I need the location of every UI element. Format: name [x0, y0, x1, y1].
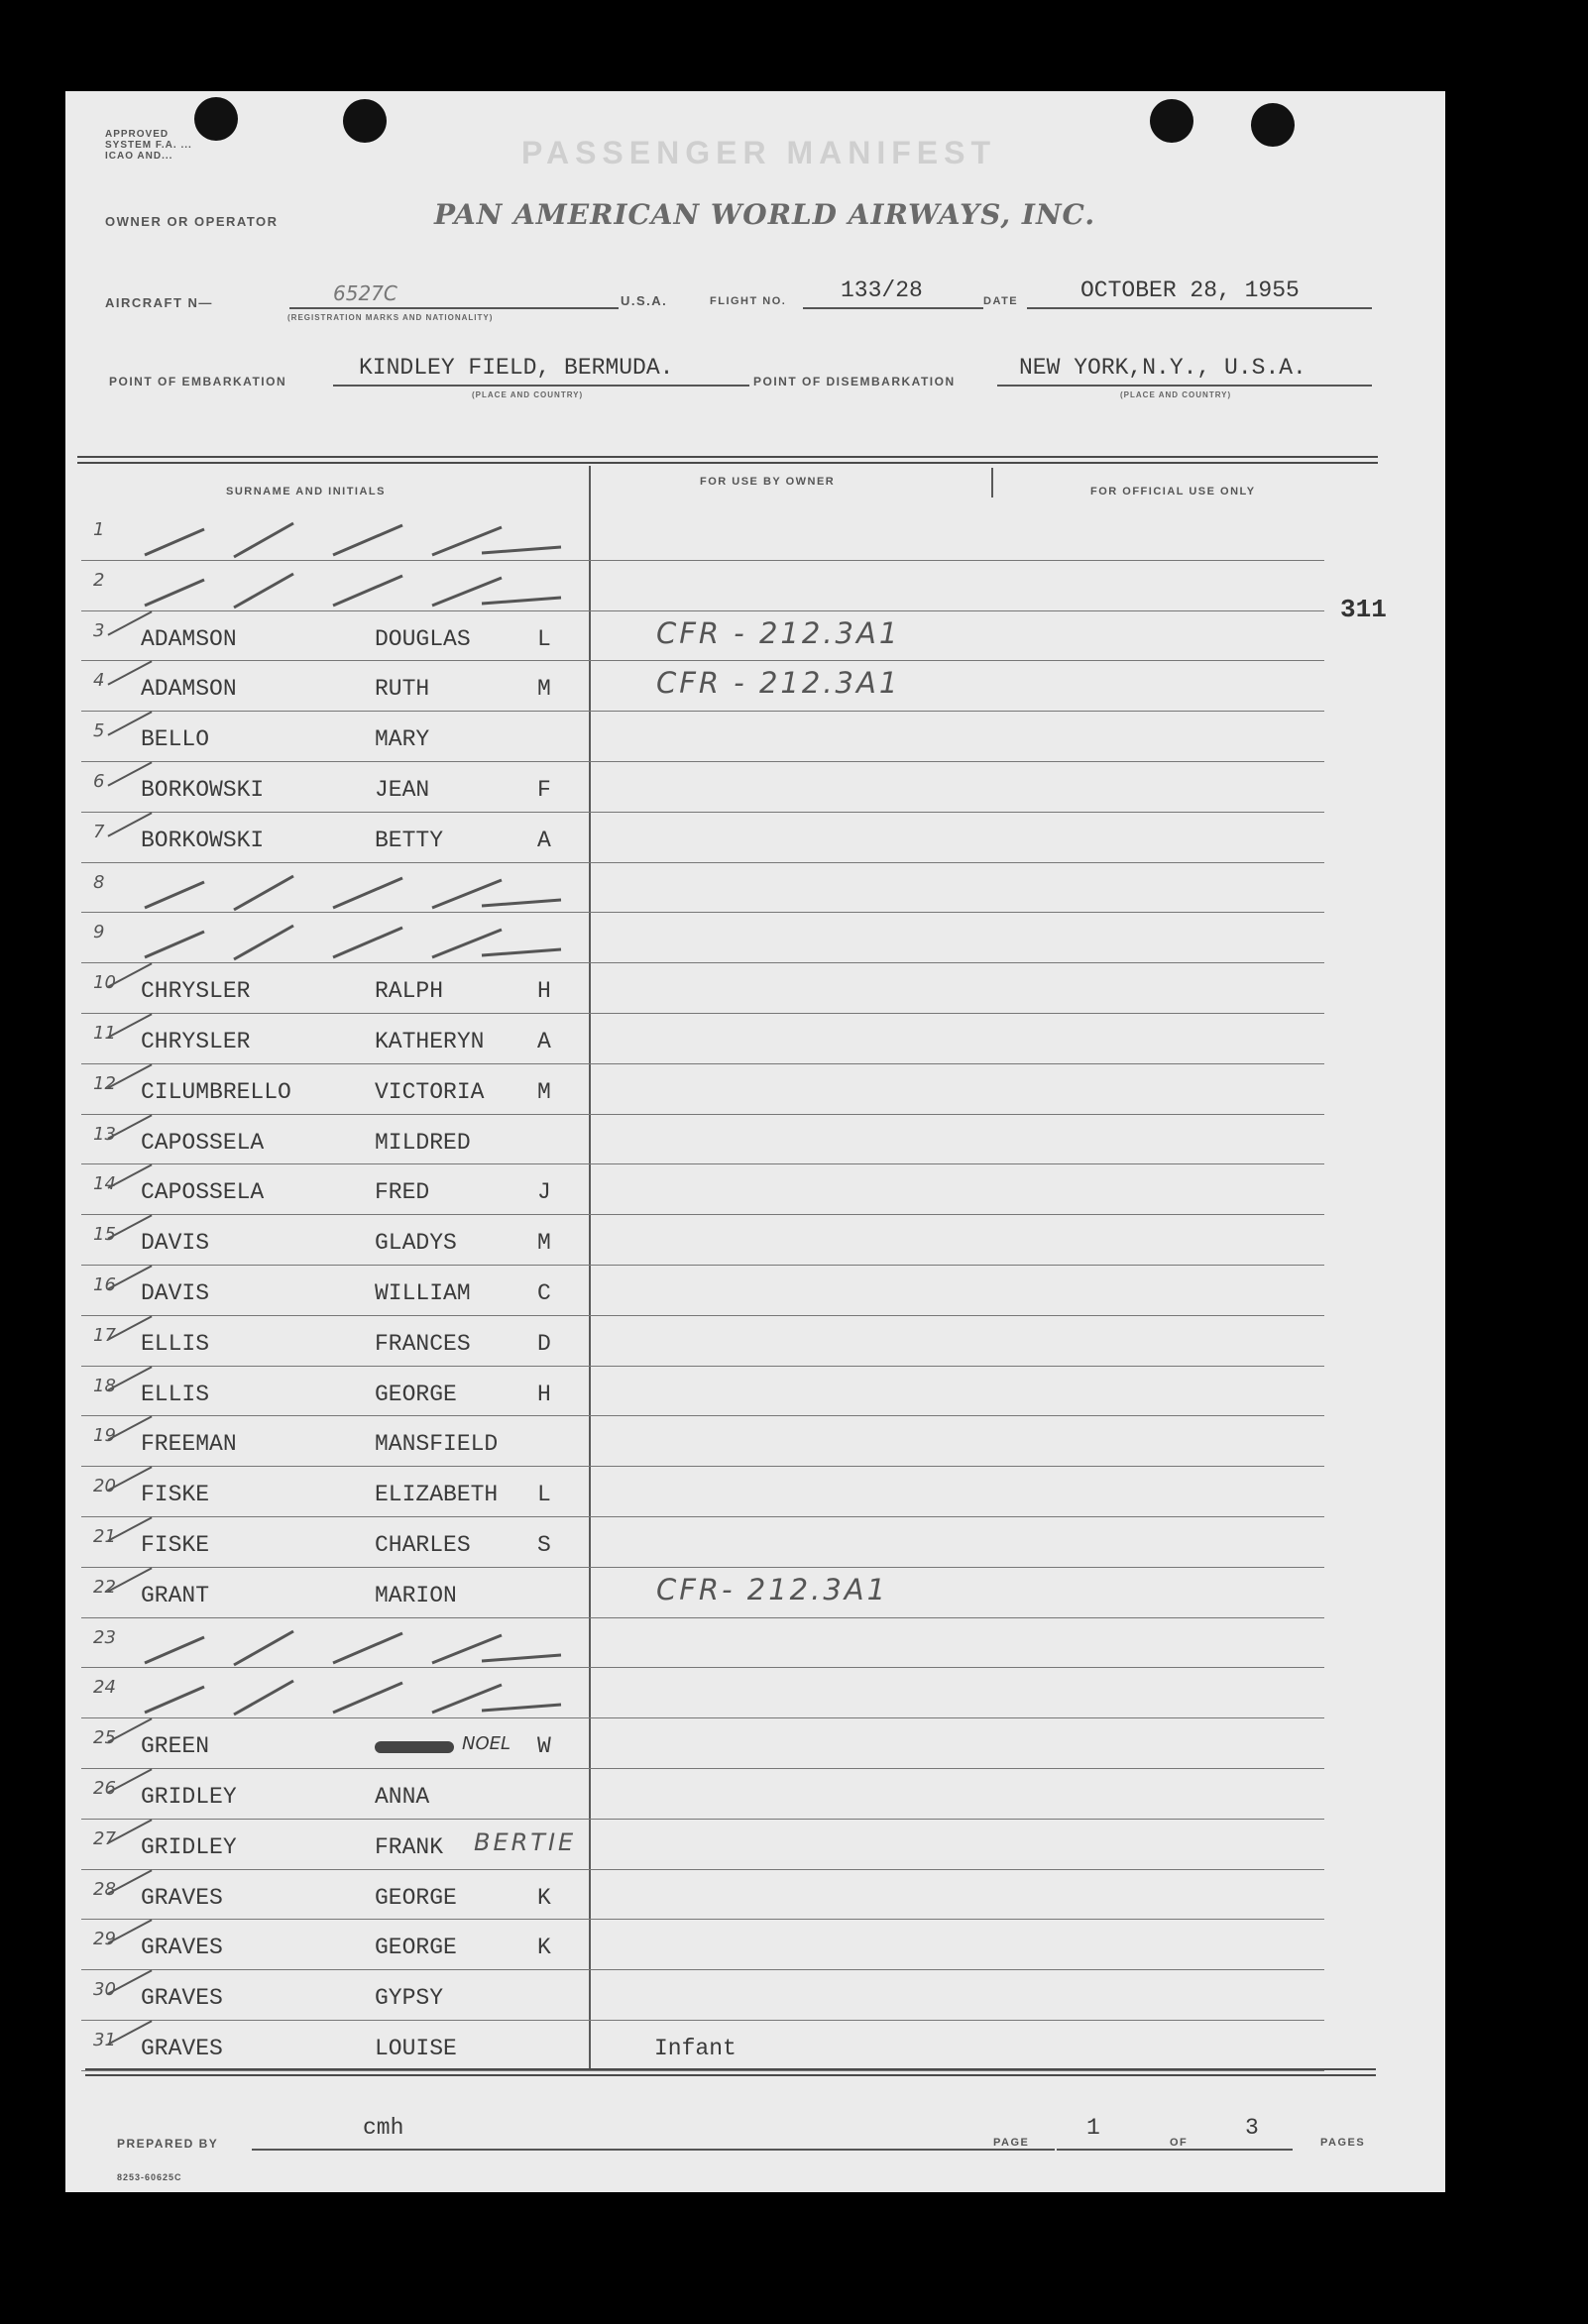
- embark-label: POINT OF EMBARKATION: [109, 375, 287, 388]
- column-header-surname: SURNAME AND INITIALS: [226, 486, 386, 498]
- approval-line: APPROVED: [105, 129, 170, 140]
- table-row: [65, 964, 1445, 1015]
- row-rule: [595, 1114, 1053, 1115]
- row-rule: [595, 1516, 1053, 1517]
- row-rule: [595, 1315, 1053, 1316]
- strike-line: [482, 949, 561, 955]
- disembark-underline: [997, 385, 1372, 387]
- row-number: 9: [93, 922, 105, 943]
- initial: H: [537, 1381, 551, 1407]
- surname: DAVIS: [141, 1280, 210, 1306]
- given-name: RUTH: [375, 676, 430, 703]
- table-row-crossed-out: [65, 1669, 1445, 1719]
- row-rule: [997, 761, 1324, 762]
- given-name: NOEL: [462, 1733, 511, 1755]
- row-rule: [81, 1969, 595, 1970]
- row-rule: [997, 962, 1324, 963]
- row-number: 21: [93, 1526, 116, 1547]
- table-row: [65, 1015, 1445, 1065]
- strike-line: [145, 529, 204, 555]
- row-rule: [81, 1567, 595, 1568]
- row-number: 12: [93, 1072, 116, 1094]
- row-rule: [595, 1717, 1053, 1718]
- table-row: [65, 1518, 1445, 1569]
- row-rule: [595, 1163, 1053, 1164]
- column-divider: [991, 468, 993, 498]
- row-rule: [81, 1516, 595, 1517]
- row-rule: [595, 1013, 1053, 1014]
- table-row: [65, 2022, 1445, 2072]
- given-name: FRANCES: [375, 1330, 471, 1357]
- row-rule: [595, 962, 1053, 963]
- row-rule: [997, 660, 1324, 661]
- given-name: LOUISE: [375, 2036, 457, 2061]
- row-rule: [997, 1366, 1324, 1367]
- given-name: ELIZABETH: [375, 1482, 499, 1508]
- row-rule: [997, 1214, 1324, 1215]
- row-number: 16: [93, 1274, 116, 1295]
- row-rule: [81, 761, 595, 762]
- strike-marks: [125, 864, 640, 915]
- disembark-value: NEW YORK,N.Y., U.S.A.: [1019, 355, 1306, 381]
- owner-label: OWNER OR OPERATOR: [105, 214, 279, 229]
- aircraft-value: 6527C: [333, 281, 397, 305]
- table-row: [65, 763, 1445, 814]
- strike-line: [234, 574, 293, 608]
- row-rule: [81, 1869, 595, 1870]
- embark-caption: (PLACE AND COUNTRY): [472, 390, 584, 399]
- row-rule: [595, 812, 1053, 813]
- surname: BELLO: [141, 726, 210, 753]
- initial: L: [537, 1482, 551, 1508]
- row-number: 2: [93, 569, 105, 591]
- row-rule: [595, 1466, 1053, 1467]
- column-header-official: FOR OFFICIAL USE ONLY: [1090, 486, 1256, 498]
- table-row: [65, 1719, 1445, 1770]
- row-rule: [81, 1013, 595, 1014]
- given-name: RALPH: [375, 978, 444, 1005]
- strike-line: [145, 1637, 204, 1663]
- row-rule: [81, 862, 595, 863]
- row-number: 5: [93, 720, 105, 742]
- initial: A: [537, 1029, 551, 1054]
- row-rule: [997, 1567, 1324, 1568]
- punch-hole: [1150, 99, 1193, 143]
- page-label: PAGE: [993, 2137, 1030, 2149]
- strike-line: [333, 576, 402, 606]
- row-number: 30: [93, 1979, 116, 2001]
- row-rule: [997, 1617, 1324, 1618]
- form-title: PASSENGER MANIFEST: [521, 135, 996, 170]
- row-rule: [595, 761, 1053, 762]
- table-row: [65, 1569, 1445, 1619]
- margin-number: 311: [1340, 595, 1387, 624]
- strike-line: [234, 876, 293, 910]
- strike-line: [333, 525, 402, 555]
- given-name: KATHERYN: [375, 1029, 485, 1054]
- row-number: 17: [93, 1324, 116, 1346]
- row-number: 15: [93, 1224, 116, 1246]
- surname: FISKE: [141, 1532, 210, 1558]
- form-number: 8253-60625C: [117, 2172, 182, 2182]
- row-rule: [997, 1063, 1324, 1064]
- table-row-crossed-out: [65, 914, 1445, 964]
- punch-hole: [343, 99, 387, 143]
- row-rule: [997, 2020, 1324, 2021]
- row-number: 8: [93, 871, 105, 893]
- strike-line: [482, 1705, 561, 1711]
- table-bottom-rule: [85, 2068, 1376, 2070]
- of-label: OF: [1170, 2137, 1189, 2149]
- table-row-crossed-out: [65, 562, 1445, 612]
- row-number: 4: [93, 670, 105, 692]
- row-number: 23: [93, 1626, 116, 1648]
- strike-line: [333, 1633, 402, 1663]
- strike-line: [145, 882, 204, 908]
- table-top-rule: [77, 462, 1378, 464]
- row-rule: [81, 1315, 595, 1316]
- given-name: GYPSY: [375, 1985, 444, 2012]
- page-value: 1: [1086, 2115, 1100, 2141]
- given-name: WILLIAM: [375, 1280, 471, 1306]
- row-rule: [997, 1919, 1324, 1920]
- strike-line: [482, 1655, 561, 1661]
- given-name: FRANK: [375, 1833, 444, 1860]
- initial: K: [537, 1935, 551, 1961]
- disembark-caption: (PLACE AND COUNTRY): [1120, 390, 1232, 399]
- initial: S: [537, 1532, 551, 1558]
- strike-line: [333, 878, 402, 908]
- row-number: 3: [93, 619, 105, 641]
- prepared-label: PREPARED BY: [117, 2137, 219, 2151]
- row-rule: [595, 1969, 1053, 1970]
- row-rule: [81, 1466, 595, 1467]
- given-name: GLADYS: [375, 1230, 457, 1257]
- date-label: DATE: [983, 295, 1019, 307]
- row-rule: [595, 1919, 1053, 1920]
- surname: FREEMAN: [141, 1431, 237, 1458]
- table-row-crossed-out: [65, 1619, 1445, 1670]
- row-rule: [81, 1819, 595, 1820]
- prepared-underline: [252, 2149, 1055, 2151]
- owner-value: PAN AMERICAN WORLD AIRWAYS, INC.: [434, 198, 1096, 231]
- row-rule: [595, 1415, 1053, 1416]
- row-number: 19: [93, 1425, 116, 1447]
- given-name: CHARLES: [375, 1532, 471, 1558]
- strike-marks: [125, 914, 640, 964]
- row-rule: [997, 1768, 1324, 1769]
- given-name: MARY: [375, 726, 430, 753]
- surname: ADAMSON: [141, 676, 237, 703]
- surname: CILUMBRELLO: [141, 1078, 291, 1105]
- initial: BERTIE: [474, 1827, 577, 1856]
- surname: ELLIS: [141, 1381, 210, 1407]
- disembark-label: POINT OF DISEMBARKATION: [753, 375, 956, 388]
- flight-label: FLIGHT NO.: [710, 295, 787, 307]
- row-rule: [997, 1114, 1324, 1115]
- surname: GRAVES: [141, 1935, 223, 1961]
- row-rule: [595, 1617, 1053, 1618]
- strike-line: [145, 1687, 204, 1713]
- surname: GRAVES: [141, 1884, 223, 1911]
- surname: GRAVES: [141, 2036, 223, 2061]
- strike-line: [234, 1681, 293, 1715]
- given-name: FRED: [375, 1179, 430, 1206]
- row-number: 25: [93, 1727, 116, 1749]
- table-row: [65, 1770, 1445, 1821]
- row-rule: [997, 1969, 1324, 1970]
- aircraft-label: AIRCRAFT N—: [105, 295, 213, 310]
- surname: FISKE: [141, 1482, 210, 1508]
- given-name: ANNA: [375, 1784, 430, 1810]
- surname: GRIDLEY: [141, 1833, 237, 1860]
- row-rule: [81, 1617, 595, 1618]
- approval-line: SYSTEM F.A. ...: [105, 140, 192, 151]
- strike-marks: [125, 1669, 640, 1719]
- initial: J: [537, 1179, 551, 1206]
- row-rule: [81, 1063, 595, 1064]
- table-row: [65, 1317, 1445, 1368]
- initial: M: [537, 676, 551, 703]
- table-row: [65, 1065, 1445, 1116]
- row-number: 31: [93, 2030, 116, 2050]
- strike-line: [333, 928, 402, 957]
- owner-note: CFR - 212.3A1: [656, 615, 901, 650]
- aircraft-caption: (REGISTRATION MARKS AND NATIONALITY): [287, 313, 494, 322]
- embark-value: KINDLEY FIELD, BERMUDA.: [359, 355, 674, 381]
- row-rule: [997, 812, 1324, 813]
- table-top-rule: [77, 456, 1378, 458]
- pages-label: PAGES: [1320, 2137, 1366, 2149]
- approval-line: ICAO AND...: [105, 151, 173, 162]
- row-rule: [81, 1919, 595, 1920]
- given-name: VICTORIA: [375, 1078, 485, 1105]
- surname: CAPOSSELA: [141, 1129, 265, 1156]
- date-underline: [1027, 307, 1372, 309]
- embark-underline: [333, 385, 749, 387]
- approval-block: [105, 129, 192, 162]
- given-name: GEORGE: [375, 1935, 457, 1961]
- strike-line: [234, 523, 293, 557]
- table-row: [65, 1216, 1445, 1267]
- initial: A: [537, 827, 551, 853]
- surname: CHRYSLER: [141, 1029, 251, 1054]
- strike-marks: [125, 1619, 640, 1670]
- column-header-owner: FOR USE BY OWNER: [700, 476, 836, 488]
- table-row: [65, 1468, 1445, 1518]
- row-rule: [595, 1063, 1053, 1064]
- surname: BORKOWSKI: [141, 777, 265, 803]
- row-rule: [81, 1366, 595, 1367]
- table-bottom-rule: [85, 2074, 1376, 2076]
- surname: CAPOSSELA: [141, 1179, 265, 1206]
- date-value: OCTOBER 28, 1955: [1080, 277, 1300, 303]
- row-rule: [81, 711, 595, 712]
- strike-line: [145, 580, 204, 606]
- row-rule: [997, 1516, 1324, 1517]
- table-row: [65, 662, 1445, 713]
- row-rule: [997, 1315, 1324, 1316]
- punch-hole: [194, 97, 238, 141]
- row-number: 22: [93, 1576, 116, 1598]
- row-number: 24: [93, 1677, 116, 1699]
- row-number: 18: [93, 1375, 116, 1396]
- row-rule: [595, 1819, 1053, 1820]
- strike-marks: [125, 511, 640, 562]
- row-rule: [997, 1667, 1324, 1668]
- row-rule: [997, 560, 1324, 561]
- initial: C: [537, 1280, 551, 1306]
- row-rule: [997, 1163, 1324, 1164]
- initial: K: [537, 1884, 551, 1911]
- flight-value: 133/28: [841, 277, 923, 303]
- row-number: 29: [93, 1929, 116, 1950]
- scribbled-out-text: [375, 1741, 454, 1753]
- row-rule: [997, 1869, 1324, 1870]
- surname: DAVIS: [141, 1230, 210, 1257]
- given-name: DOUGLAS: [375, 625, 471, 652]
- row-rule: [595, 1768, 1053, 1769]
- owner-note: CFR- 212.3A1: [656, 1572, 889, 1606]
- row-rule: [997, 1717, 1324, 1718]
- surname: GRIDLEY: [141, 1784, 237, 1810]
- page-underline: [1057, 2149, 1293, 2151]
- given-name: GEORGE: [375, 1381, 457, 1407]
- row-number: 7: [93, 821, 105, 842]
- given-name: JEAN: [375, 777, 430, 803]
- table-row: [65, 1267, 1445, 1317]
- table-row-crossed-out: [65, 864, 1445, 915]
- strike-marks: [125, 562, 640, 612]
- table-row: [65, 1116, 1445, 1166]
- row-number: 13: [93, 1123, 116, 1145]
- row-number: 11: [93, 1023, 116, 1044]
- row-rule: [997, 1013, 1324, 1014]
- surname: BORKOWSKI: [141, 827, 265, 853]
- row-rule: [595, 610, 1053, 611]
- row-rule: [997, 711, 1324, 712]
- surname: GRANT: [141, 1582, 210, 1608]
- table-row: [65, 1971, 1445, 2022]
- strike-line: [234, 1631, 293, 1665]
- given-name: GEORGE: [375, 1884, 457, 1911]
- initial: D: [537, 1330, 551, 1357]
- row-rule: [997, 862, 1324, 863]
- strike-line: [234, 926, 293, 959]
- row-rule: [595, 1667, 1053, 1668]
- table-row: [65, 713, 1445, 763]
- table-row: [65, 1417, 1445, 1468]
- aircraft-underline: [289, 307, 619, 309]
- manifest-sheet: [65, 91, 1445, 2192]
- table-row: [65, 1368, 1445, 1418]
- initial: L: [537, 625, 551, 652]
- usa-label: U.S.A.: [621, 293, 668, 308]
- row-rule: [81, 1265, 595, 1266]
- initial: M: [537, 1078, 551, 1105]
- row-rule: [595, 660, 1053, 661]
- row-rule: [997, 610, 1324, 611]
- row-rule: [595, 711, 1053, 712]
- row-rule: [595, 912, 1053, 913]
- table-row: [65, 814, 1445, 864]
- strike-line: [145, 932, 204, 957]
- surname: ELLIS: [141, 1330, 210, 1357]
- owner-note: CFR - 212.3A1: [656, 666, 901, 701]
- row-rule: [595, 1265, 1053, 1266]
- owner-note: Infant: [654, 2036, 737, 2061]
- row-rule: [997, 912, 1324, 913]
- initial: W: [537, 1733, 551, 1760]
- row-rule: [997, 1415, 1324, 1416]
- surname: GRAVES: [141, 1985, 223, 2012]
- strike-line: [333, 1683, 402, 1713]
- initial: H: [537, 978, 551, 1005]
- row-rule: [81, 1415, 595, 1416]
- row-rule: [997, 1265, 1324, 1266]
- flight-underline: [803, 307, 983, 309]
- table-row: [65, 612, 1445, 663]
- table-row: [65, 1871, 1445, 1922]
- row-rule: [595, 1869, 1053, 1870]
- row-rule: [595, 560, 1053, 561]
- row-number: 14: [93, 1173, 116, 1195]
- surname: CHRYSLER: [141, 978, 251, 1005]
- row-rule: [81, 1214, 595, 1215]
- prepared-value: cmh: [363, 2115, 404, 2141]
- row-rule: [997, 1466, 1324, 1467]
- table-row: [65, 1165, 1445, 1216]
- given-name: MILDRED: [375, 1129, 471, 1156]
- row-number: 27: [93, 1827, 116, 1849]
- row-rule: [595, 1567, 1053, 1568]
- of-value: 3: [1245, 2115, 1259, 2141]
- surname: ADAMSON: [141, 625, 237, 652]
- row-rule: [595, 2020, 1053, 2021]
- given-name: MANSFIELD: [375, 1431, 499, 1458]
- initial: M: [537, 1230, 551, 1257]
- row-number: 28: [93, 1878, 116, 1900]
- initial: F: [537, 777, 551, 803]
- surname: GREEN: [141, 1733, 210, 1760]
- punch-hole: [1251, 103, 1295, 147]
- row-number: 26: [93, 1778, 116, 1799]
- row-rule: [595, 1214, 1053, 1215]
- row-number: 6: [93, 771, 105, 792]
- given-name: BETTY: [375, 827, 444, 853]
- row-rule: [81, 2020, 595, 2021]
- table-row-crossed-out: [65, 511, 1445, 562]
- row-rule: [81, 812, 595, 813]
- strike-line: [482, 547, 561, 553]
- row-number: 20: [93, 1476, 116, 1497]
- strike-line: [482, 900, 561, 906]
- row-rule: [81, 1163, 595, 1164]
- strike-line: [482, 598, 561, 604]
- given-name: MARION: [375, 1582, 457, 1608]
- row-rule: [595, 862, 1053, 863]
- table-row: [65, 1821, 1445, 1871]
- row-number: 1: [93, 519, 105, 540]
- table-row: [65, 1921, 1445, 1971]
- row-rule: [595, 1366, 1053, 1367]
- row-rule: [997, 1819, 1324, 1820]
- row-rule: [81, 660, 595, 661]
- row-rule: [81, 1114, 595, 1115]
- row-number: 10: [93, 972, 116, 994]
- row-rule: [81, 1768, 595, 1769]
